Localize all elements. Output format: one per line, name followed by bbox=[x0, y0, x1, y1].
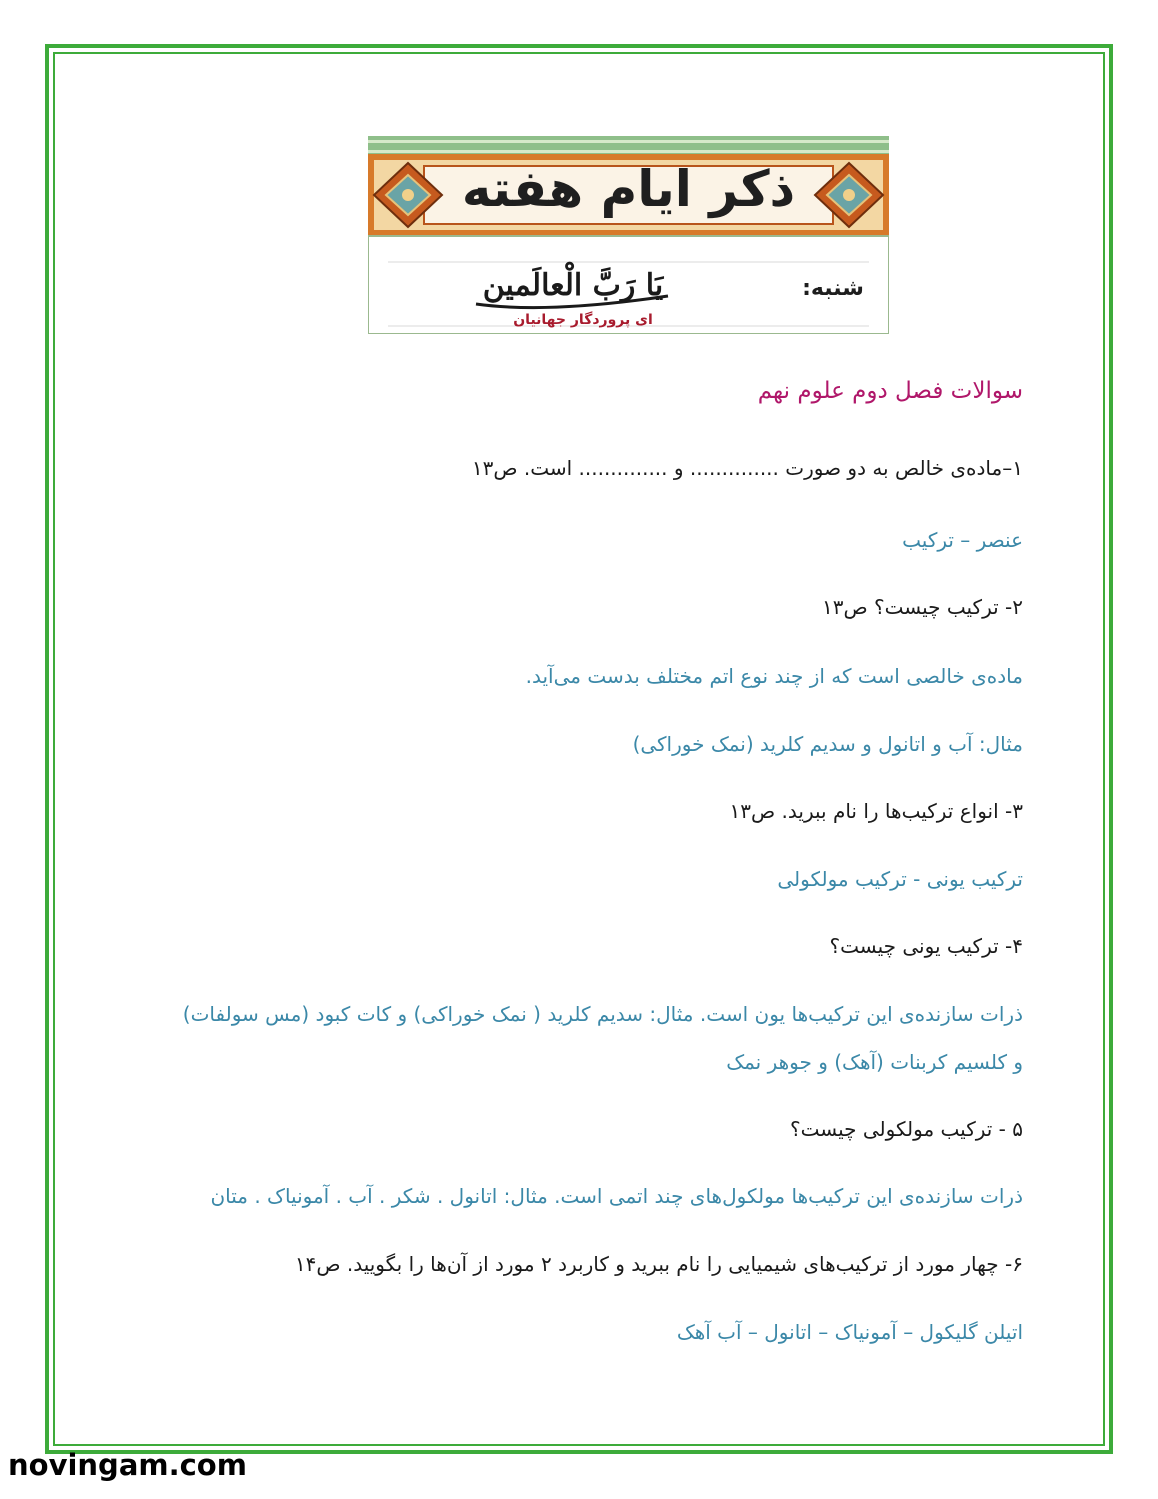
answer-3: ترکیب یونی - ترکیب مولکولی bbox=[777, 867, 1023, 891]
question-5: ۵ - ترکیب مولکولی چیست؟ bbox=[790, 1117, 1023, 1141]
answer-1: عنصر – ترکیب bbox=[902, 528, 1023, 552]
answer-4-line-1: ذرات سازنده‌ی این ترکیب‌ها یون است. مثال: سدیم کلرید ( نمک خوراکی) و کات کبود (مس سولفات) bbox=[182, 1002, 1023, 1026]
answer-4-line-2: و کلسیم کربنات (آهک) و جوهر نمک bbox=[726, 1050, 1023, 1074]
question-1: ۱–ماده‌ی خالص به دو صورت .............. و .............. است. ص۱۳ bbox=[471, 456, 1023, 480]
answer-2-example: مثال: آب و اتانول و سدیم کلرید (نمک خوراکی) bbox=[632, 732, 1023, 756]
answer-6: اتیلن گلیکول – آمونیاک – اتانول – آب آهک bbox=[676, 1320, 1023, 1344]
banner-translation: ای پروردگار جهانیان bbox=[513, 312, 653, 328]
banner-day-label: شنبه: bbox=[802, 276, 864, 301]
question-3: ۳- انواع ترکیب‌ها را نام ببرید. ص۱۳ bbox=[729, 799, 1023, 823]
site-watermark: novingam.com bbox=[8, 1448, 247, 1482]
answer-2-definition: ماده‌ی خالصی است که از چند نوع اتم مختلف بدست می‌آید. bbox=[525, 664, 1023, 688]
banner-phrase: یَا رَبَّ الْعالَمین bbox=[482, 268, 664, 303]
question-6: ۶- چهار مورد از ترکیب‌های شیمیایی را نام ببرید و کاربرد ۲ مورد از آن‌ها را بگویید. ص۱۴ bbox=[294, 1252, 1023, 1276]
question-2: ۲- ترکیب چیست؟ ص۱۳ bbox=[822, 595, 1023, 619]
days-of-week-banner bbox=[368, 136, 889, 334]
banner-title: ذکر ایام هفته bbox=[461, 160, 796, 218]
question-4: ۴- ترکیب یونی چیست؟ bbox=[829, 934, 1023, 958]
answer-5: ذرات سازنده‌ی این ترکیب‌ها مولکول‌های چند اتمی است. مثال: اتانول . شکر . آب . آمونیاک . متان bbox=[210, 1184, 1023, 1208]
worksheet-heading: سوالات فصل دوم علوم نهم bbox=[757, 378, 1023, 404]
